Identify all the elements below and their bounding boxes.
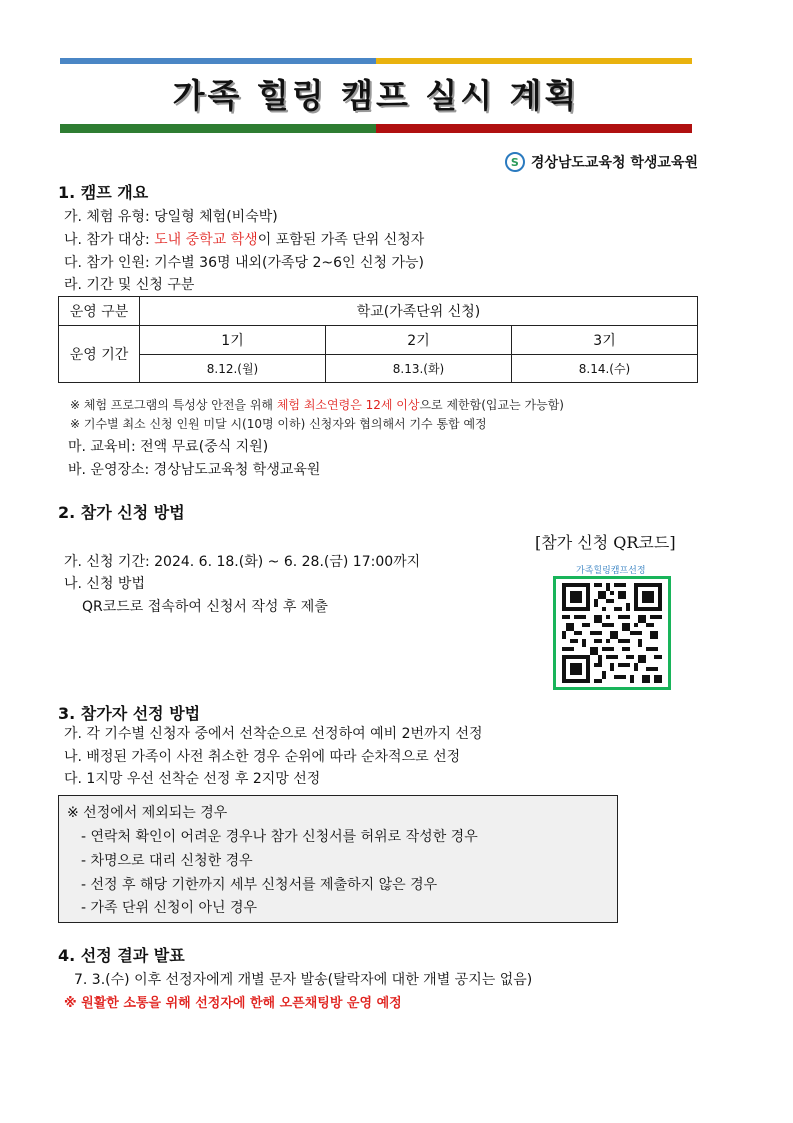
section1-item-c: 다. 참가 인원: 기수별 36명 내외(가족당 2~6인 신청 가능) (64, 255, 425, 271)
schedule-table (58, 296, 698, 383)
qr-code-icon (561, 583, 663, 683)
row-label-operation-type: 운영 구분 (59, 297, 140, 326)
top-bar-gold (376, 58, 692, 64)
organization-name: 경상남도교육청 학생교육원 (530, 155, 698, 171)
exclusion-item: - 선정 후 해당 기한까지 세부 신청서를 제출하지 않은 경우 (81, 877, 438, 893)
table-row (59, 326, 698, 355)
exclusion-item: - 연락처 확인이 어려운 경우나 참가 신청서를 허위로 작성한 경우 (81, 829, 478, 845)
note1-prefix: ※ 체험 프로그램의 특성상 안전을 위해 (70, 398, 277, 412)
page-title: 가족 힐링 캠프 실시 계획 (172, 76, 580, 115)
table-row (59, 297, 698, 326)
section1-item-b (64, 229, 424, 249)
exclusion-item: - 차명으로 대리 신청한 경우 (81, 853, 253, 869)
note1-highlight: 체험 최소연령은 12세 이상 (276, 398, 420, 412)
section2-item-b: 나. 신청 방법 (64, 576, 145, 592)
section1-item-a: 가. 체험 유형: 당일형 체험(비숙박) (64, 209, 278, 225)
section3-item-c: 다. 1지망 우선 선착순 선정 후 2지망 선정 (64, 771, 321, 787)
exclusion-item: - 가족 단위 신청이 아닌 경우 (81, 900, 258, 916)
target-suffix: 이 포함된 가족 단위 신청자 (257, 232, 425, 248)
qr-caption: 가족힐링캠프선정 (576, 566, 646, 576)
section1-item-d: 라. 기간 및 신청 구분 (64, 277, 195, 293)
section2-heading: 2. 참가 신청 방법 (58, 503, 185, 522)
date-3: 8.14.(수) (512, 355, 698, 383)
section1-item-e: 마. 교육비: 전액 무료(중식 지원) (68, 439, 269, 455)
section2-item-a: 가. 신청 기간: 2024. 6. 18.(화) ~ 6. 28.(금) 17:00까지 (64, 554, 421, 570)
section1-note-2: ※ 기수별 최소 신청 인원 미달 시(10명 이하) 신청자와 협의해서 기수 통합 예정 (70, 417, 487, 431)
term-2: 2기 (326, 326, 512, 355)
organization (505, 152, 698, 172)
top-bar-blue (60, 58, 376, 64)
table-row (59, 355, 698, 383)
exclusion-box (58, 795, 618, 923)
section4-item-a: 7. 3.(수) 이후 선정자에게 개별 문자 발송(탈락자에 대한 개별 공지는 없음) (74, 972, 533, 988)
qr-label: [참가 신청 QR코드] (535, 533, 676, 552)
section4-heading: 4. 선정 결과 발표 (58, 946, 185, 965)
date-2: 8.13.(화) (326, 355, 512, 383)
term-3: 3기 (512, 326, 698, 355)
row-label-operation-period: 운영 기간 (59, 326, 140, 383)
section4-note: ※ 원활한 소통을 위해 선정자에 한해 오픈채팅방 운영 예정 (64, 996, 402, 1011)
section1-heading: 1. 캠프 개요 (58, 183, 149, 202)
section2-item-b-detail: QR코드로 접속하여 신청서 작성 후 제출 (82, 599, 328, 615)
bottom-bar-red (376, 124, 692, 133)
section1-note-1 (70, 396, 564, 413)
target-prefix: 나. 참가 대상: (64, 232, 155, 248)
term-1: 1기 (140, 326, 326, 355)
section3-item-a: 가. 각 기수별 신청자 중에서 선착순으로 선정하여 예비 2번까지 선정 (64, 726, 483, 742)
target-highlight: 도내 중학교 학생 (154, 232, 258, 248)
section3-heading: 3. 참가자 선정 방법 (58, 704, 201, 723)
bottom-bar-green (60, 124, 376, 133)
exclusion-title: ※ 선정에서 제외되는 경우 (67, 805, 228, 821)
operation-type-value: 학교(가족단위 신청) (140, 297, 698, 326)
date-1: 8.12.(월) (140, 355, 326, 383)
section1-item-f: 바. 운영장소: 경상남도교육청 학생교육원 (68, 462, 321, 478)
education-office-logo-icon: S (505, 152, 525, 172)
note1-suffix: 으로 제한함(입교는 가능함) (419, 398, 564, 412)
qr-code[interactable] (553, 576, 671, 690)
section3-item-b: 나. 배정된 가족이 사전 취소한 경우 순위에 따라 순차적으로 선정 (64, 749, 461, 765)
